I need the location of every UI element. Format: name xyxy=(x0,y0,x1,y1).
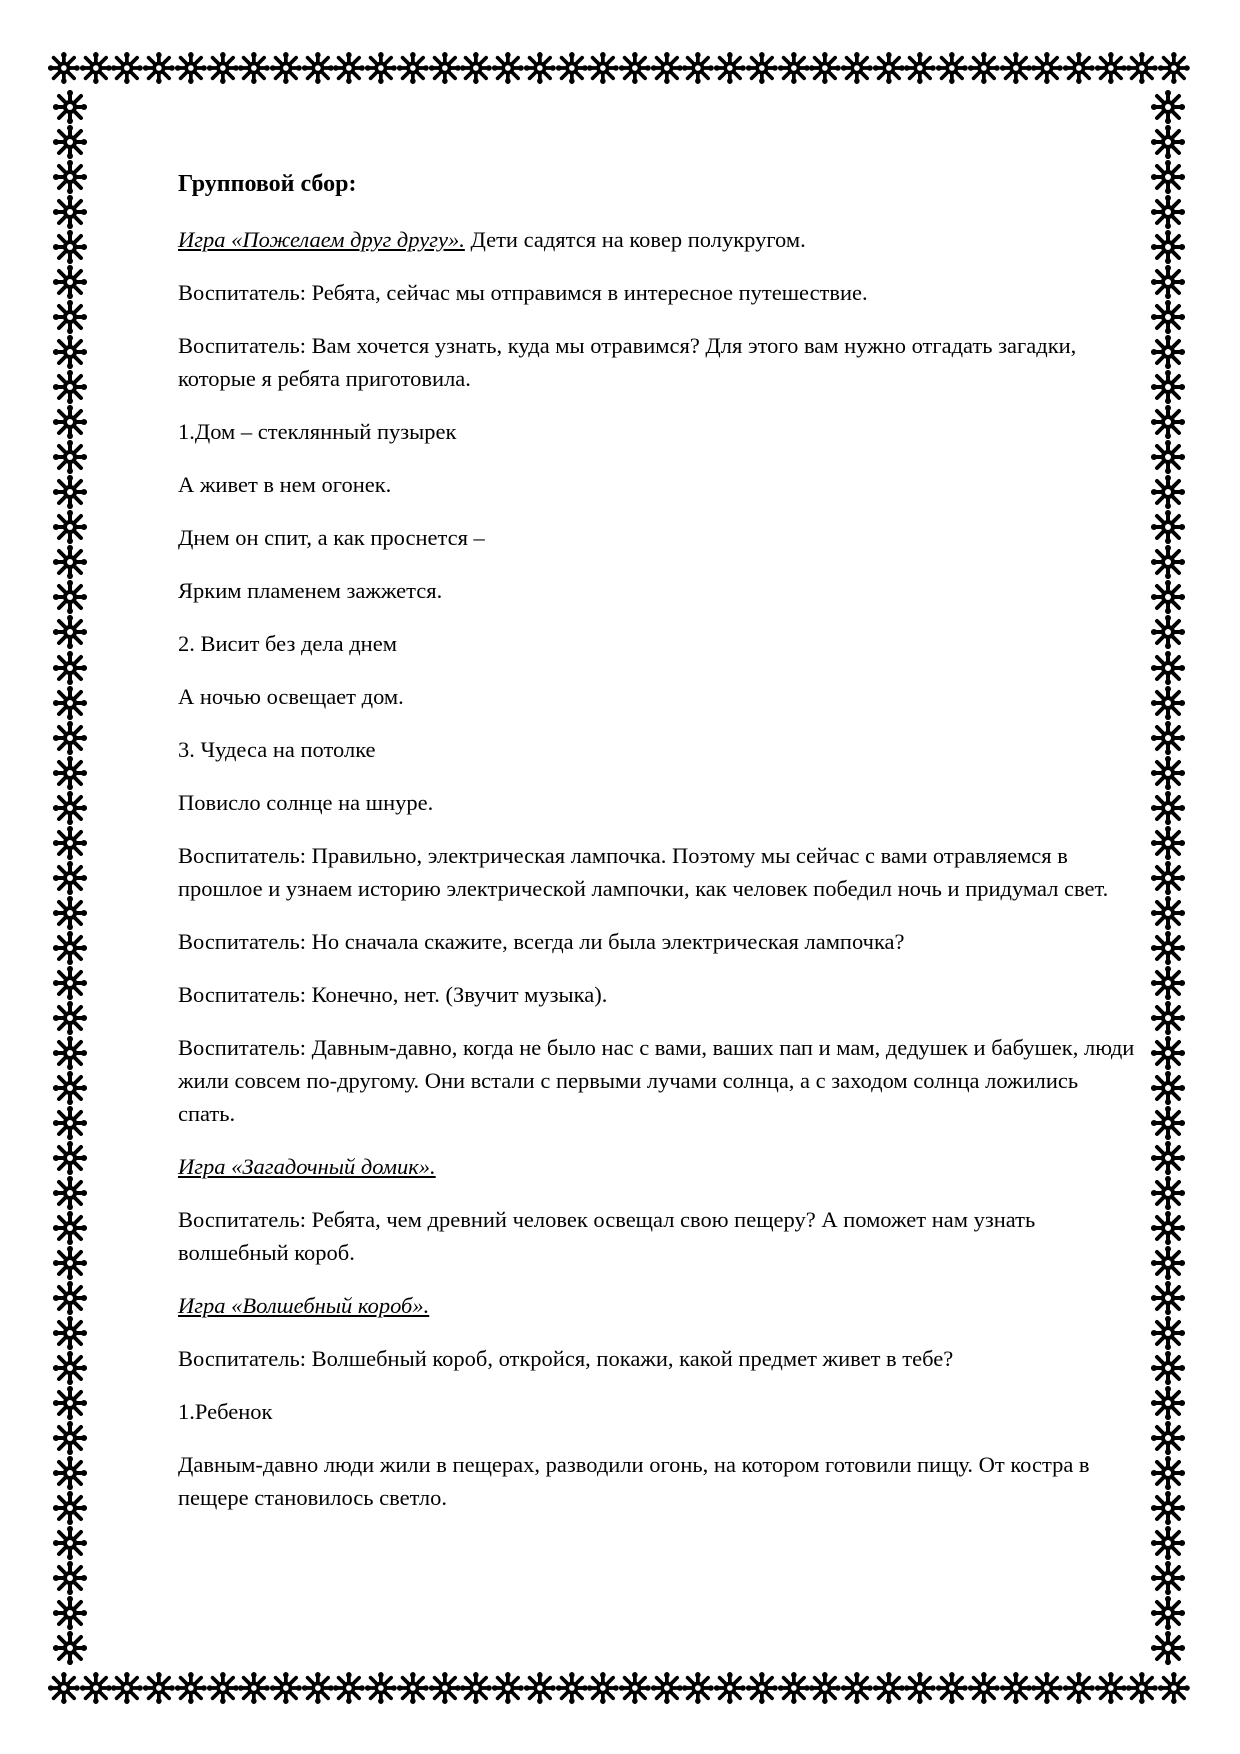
snowflake-asterisk-icon xyxy=(238,1671,270,1705)
snowflake-asterisk-icon xyxy=(1151,370,1185,404)
snowflake-asterisk-icon xyxy=(365,1671,397,1705)
snowflake-asterisk-icon xyxy=(492,1671,524,1705)
snowflake-asterisk-icon xyxy=(53,1456,87,1490)
snowflake-asterisk-icon xyxy=(1031,51,1063,85)
snowflake-asterisk-icon xyxy=(968,1671,1000,1705)
snowflake-asterisk-icon xyxy=(1151,1421,1185,1455)
snowflake-asterisk-icon xyxy=(968,51,1000,85)
riddle-line: А живет в нем огонек. xyxy=(178,472,392,497)
snowflake-asterisk-icon xyxy=(1151,1036,1185,1070)
snowflake-asterisk-icon xyxy=(1151,1246,1185,1280)
snowflake-asterisk-icon xyxy=(53,1526,87,1560)
snowflake-asterisk-icon xyxy=(53,1176,87,1210)
snowflake-asterisk-icon xyxy=(53,1596,87,1630)
snowflake-asterisk-icon xyxy=(333,1671,365,1705)
snowflake-asterisk-icon xyxy=(53,1561,87,1595)
snowflake-asterisk-icon xyxy=(936,1671,968,1705)
snowflake-asterisk-icon xyxy=(714,1671,746,1705)
snowflake-asterisk-icon xyxy=(1151,1351,1185,1385)
snowflake-asterisk-icon xyxy=(1151,1281,1185,1315)
riddle-line: Днем он спит, а как проснется – xyxy=(178,525,485,550)
snowflake-asterisk-icon xyxy=(53,1421,87,1455)
snowflake-asterisk-icon xyxy=(48,51,80,85)
snowflake-asterisk-icon xyxy=(682,51,714,85)
snowflake-asterisk-icon xyxy=(53,1071,87,1105)
snowflake-asterisk-icon xyxy=(1151,90,1185,124)
snowflake-asterisk-icon xyxy=(1151,1596,1185,1630)
snowflake-asterisk-icon xyxy=(460,1671,492,1705)
snowflake-asterisk-icon xyxy=(778,51,810,85)
snowflake-asterisk-icon xyxy=(1151,791,1185,825)
snowflake-asterisk-icon xyxy=(1151,405,1185,439)
snowflake-asterisk-icon xyxy=(1151,1071,1185,1105)
paragraph: Воспитатель: Вам хочется узнать, куда мы отравимся? Для этого вам нужно отгадать загадки, которые я ребята приготовила. xyxy=(178,333,1077,391)
snowflake-asterisk-icon xyxy=(80,1671,112,1705)
snowflake-asterisk-icon xyxy=(53,896,87,930)
game-title: Игра «Пожелаем друг другу». xyxy=(178,227,465,252)
snowflake-asterisk-icon xyxy=(53,545,87,579)
snowflake-asterisk-icon xyxy=(53,791,87,825)
snowflake-asterisk-icon xyxy=(53,1106,87,1140)
snowflake-asterisk-icon xyxy=(746,51,778,85)
snowflake-asterisk-icon xyxy=(809,51,841,85)
snowflake-asterisk-icon xyxy=(1031,1671,1063,1705)
snowflake-asterisk-icon xyxy=(53,230,87,264)
snowflake-asterisk-icon xyxy=(1151,160,1185,194)
snowflake-asterisk-icon xyxy=(1151,1106,1185,1140)
snowflake-asterisk-icon xyxy=(53,1246,87,1280)
snowflake-asterisk-icon xyxy=(1151,1631,1185,1665)
snowflake-asterisk-icon xyxy=(1063,51,1095,85)
snowflake-asterisk-icon xyxy=(270,1671,302,1705)
snowflake-asterisk-icon xyxy=(587,51,619,85)
paragraph: Воспитатель: Давным-давно, когда не было нас с вами, ваших пап и мам, дедушек и бабушек, люди жили совсем по-другому. Они встали с первыми лучами солнца, а с заходом солнца ложились спать. xyxy=(178,1035,1135,1126)
snowflake-asterisk-icon xyxy=(587,1671,619,1705)
snowflake-asterisk-icon xyxy=(809,1671,841,1705)
snowflake-asterisk-icon xyxy=(873,51,905,85)
snowflake-asterisk-icon xyxy=(48,1671,80,1705)
snowflake-asterisk-icon xyxy=(1000,51,1032,85)
paragraph: Давным-давно люди жили в пещерах, разводили огонь, на котором готовили пищу. От костра в пещере становилось светло. xyxy=(178,1452,1090,1510)
snowflake-asterisk-icon xyxy=(270,51,302,85)
riddle-line: 3. Чудеса на потолке xyxy=(178,737,376,762)
snowflake-asterisk-icon xyxy=(302,51,334,85)
snowflake-asterisk-icon xyxy=(1151,580,1185,614)
snowflake-asterisk-icon xyxy=(1151,335,1185,369)
snowflake-asterisk-icon xyxy=(53,125,87,159)
paragraph: Воспитатель: Конечно, нет. (Звучит музыка). xyxy=(178,982,608,1007)
snowflake-asterisk-icon xyxy=(1151,615,1185,649)
snowflake-asterisk-icon xyxy=(53,160,87,194)
snowflake-asterisk-icon xyxy=(778,1671,810,1705)
snowflake-asterisk-icon xyxy=(1151,966,1185,1000)
snowflake-asterisk-icon xyxy=(397,1671,429,1705)
snowflake-asterisk-icon xyxy=(53,265,87,299)
snowflake-asterisk-icon xyxy=(207,1671,239,1705)
snowflake-asterisk-icon xyxy=(53,370,87,404)
snowflake-asterisk-icon xyxy=(53,1036,87,1070)
snowflake-asterisk-icon xyxy=(429,51,461,85)
snowflake-asterisk-icon xyxy=(53,686,87,720)
game-heading: Игра «Загадочный домик». xyxy=(178,1154,436,1179)
snowflake-asterisk-icon xyxy=(841,51,873,85)
paragraph-game-wish xyxy=(178,223,1138,256)
paragraph: Воспитатель: Волшебный короб, откройся, покажи, какой предмет живет в тебе? xyxy=(178,1346,954,1371)
snowflake-asterisk-icon xyxy=(53,300,87,334)
page-title: Групповой сбор: xyxy=(178,171,357,197)
snowflake-asterisk-icon xyxy=(1126,51,1158,85)
snowflake-asterisk-icon xyxy=(53,615,87,649)
snowflake-asterisk-icon xyxy=(1151,265,1185,299)
snowflake-asterisk-icon xyxy=(1126,1671,1158,1705)
snowflake-asterisk-icon xyxy=(53,1631,87,1665)
snowflake-asterisk-icon xyxy=(682,1671,714,1705)
border-right xyxy=(1146,90,1190,1666)
snowflake-asterisk-icon xyxy=(1151,1001,1185,1035)
snowflake-asterisk-icon xyxy=(53,966,87,1000)
snowflake-asterisk-icon xyxy=(1151,861,1185,895)
snowflake-asterisk-icon xyxy=(53,90,87,124)
snowflake-asterisk-icon xyxy=(53,1001,87,1035)
snowflake-asterisk-icon xyxy=(1151,510,1185,544)
snowflake-asterisk-icon xyxy=(873,1671,905,1705)
snowflake-asterisk-icon xyxy=(1151,1526,1185,1560)
snowflake-asterisk-icon xyxy=(1151,896,1185,930)
snowflake-asterisk-icon xyxy=(397,51,429,85)
document-body xyxy=(178,168,1138,1534)
snowflake-asterisk-icon xyxy=(1151,721,1185,755)
snowflake-asterisk-icon xyxy=(1151,230,1185,264)
snowflake-asterisk-icon xyxy=(841,1671,873,1705)
paragraph-text: Дети садятся на ковер полукругом. xyxy=(464,227,806,252)
snowflake-asterisk-icon xyxy=(53,335,87,369)
snowflake-asterisk-icon xyxy=(714,51,746,85)
snowflake-asterisk-icon xyxy=(1151,1141,1185,1175)
snowflake-asterisk-icon xyxy=(1095,1671,1127,1705)
snowflake-asterisk-icon xyxy=(53,931,87,965)
snowflake-asterisk-icon xyxy=(619,1671,651,1705)
snowflake-asterisk-icon xyxy=(1151,756,1185,790)
snowflake-asterisk-icon xyxy=(53,580,87,614)
snowflake-asterisk-icon xyxy=(904,1671,936,1705)
snowflake-asterisk-icon xyxy=(651,1671,683,1705)
snowflake-asterisk-icon xyxy=(80,51,112,85)
snowflake-asterisk-icon xyxy=(207,51,239,85)
paragraph: 1.Ребенок xyxy=(178,1399,273,1424)
snowflake-asterisk-icon xyxy=(53,756,87,790)
snowflake-asterisk-icon xyxy=(302,1671,334,1705)
snowflake-asterisk-icon xyxy=(365,51,397,85)
snowflake-asterisk-icon xyxy=(1151,1491,1185,1525)
snowflake-asterisk-icon xyxy=(1151,1211,1185,1245)
game-heading: Игра «Волшебный короб». xyxy=(178,1293,430,1318)
paragraph: Воспитатель: Ребята, сейчас мы отправимся в интересное путешествие. xyxy=(178,280,868,305)
snowflake-asterisk-icon xyxy=(143,51,175,85)
snowflake-asterisk-icon xyxy=(1151,545,1185,579)
snowflake-asterisk-icon xyxy=(1151,1316,1185,1350)
snowflake-asterisk-icon xyxy=(429,1671,461,1705)
snowflake-asterisk-icon xyxy=(651,51,683,85)
paragraph: Воспитатель: Но сначала скажите, всегда ли была электрическая лампочка? xyxy=(178,929,905,954)
snowflake-asterisk-icon xyxy=(1151,475,1185,509)
snowflake-asterisk-icon xyxy=(238,51,270,85)
snowflake-asterisk-icon xyxy=(1158,51,1190,85)
snowflake-asterisk-icon xyxy=(1151,651,1185,685)
snowflake-asterisk-icon xyxy=(53,1141,87,1175)
snowflake-asterisk-icon xyxy=(333,51,365,85)
border-bottom xyxy=(48,1666,1190,1710)
snowflake-asterisk-icon xyxy=(1151,1386,1185,1420)
snowflake-asterisk-icon xyxy=(619,51,651,85)
snowflake-asterisk-icon xyxy=(53,1211,87,1245)
riddle-line: Повисло солнце на шнуре. xyxy=(178,790,434,815)
snowflake-asterisk-icon xyxy=(460,51,492,85)
snowflake-asterisk-icon xyxy=(175,51,207,85)
snowflake-asterisk-icon xyxy=(746,1671,778,1705)
riddle-line: А ночью освещает дом. xyxy=(178,684,404,709)
paragraph: Воспитатель: Ребята, чем древний человек освещал свою пещеру? А поможет нам узнать волшебный короб. xyxy=(178,1207,1036,1265)
snowflake-asterisk-icon xyxy=(111,1671,143,1705)
snowflake-asterisk-icon xyxy=(53,861,87,895)
snowflake-asterisk-icon xyxy=(936,51,968,85)
snowflake-asterisk-icon xyxy=(53,1281,87,1315)
border-left xyxy=(48,90,92,1666)
snowflake-asterisk-icon xyxy=(53,475,87,509)
snowflake-asterisk-icon xyxy=(175,1671,207,1705)
snowflake-asterisk-icon xyxy=(1151,826,1185,860)
snowflake-asterisk-icon xyxy=(1063,1671,1095,1705)
riddle-line: Ярким пламенем зажжется. xyxy=(178,578,443,603)
snowflake-asterisk-icon xyxy=(556,51,588,85)
snowflake-asterisk-icon xyxy=(1158,1671,1190,1705)
snowflake-asterisk-icon xyxy=(53,721,87,755)
snowflake-asterisk-icon xyxy=(1000,1671,1032,1705)
snowflake-asterisk-icon xyxy=(1151,1176,1185,1210)
snowflake-asterisk-icon xyxy=(1151,931,1185,965)
snowflake-asterisk-icon xyxy=(1095,51,1127,85)
snowflake-asterisk-icon xyxy=(53,195,87,229)
snowflake-asterisk-icon xyxy=(1151,195,1185,229)
snowflake-asterisk-icon xyxy=(1151,1456,1185,1490)
snowflake-asterisk-icon xyxy=(524,51,556,85)
riddle-line: 1.Дом – стеклянный пузырек xyxy=(178,419,457,444)
snowflake-asterisk-icon xyxy=(1151,686,1185,720)
snowflake-asterisk-icon xyxy=(53,1386,87,1420)
snowflake-asterisk-icon xyxy=(1151,440,1185,474)
snowflake-asterisk-icon xyxy=(1151,1561,1185,1595)
snowflake-asterisk-icon xyxy=(556,1671,588,1705)
snowflake-asterisk-icon xyxy=(53,1316,87,1350)
snowflake-asterisk-icon xyxy=(53,651,87,685)
snowflake-asterisk-icon xyxy=(53,440,87,474)
snowflake-asterisk-icon xyxy=(143,1671,175,1705)
paragraph: Воспитатель: Правильно, электрическая лампочка. Поэтому мы сейчас с вами отравляемся в прошлое и узнаем историю электрической лампочки, как человек победил ночь и придумал свет. xyxy=(178,843,1109,901)
snowflake-asterisk-icon xyxy=(492,51,524,85)
snowflake-asterisk-icon xyxy=(53,1491,87,1525)
riddle-line: 2. Висит без дела днем xyxy=(178,631,397,656)
snowflake-asterisk-icon xyxy=(111,51,143,85)
snowflake-asterisk-icon xyxy=(904,51,936,85)
snowflake-asterisk-icon xyxy=(1151,125,1185,159)
snowflake-asterisk-icon xyxy=(53,510,87,544)
snowflake-asterisk-icon xyxy=(53,1351,87,1385)
snowflake-asterisk-icon xyxy=(1151,300,1185,334)
snowflake-asterisk-icon xyxy=(53,826,87,860)
border-top xyxy=(48,46,1190,90)
snowflake-asterisk-icon xyxy=(53,405,87,439)
snowflake-asterisk-icon xyxy=(524,1671,556,1705)
